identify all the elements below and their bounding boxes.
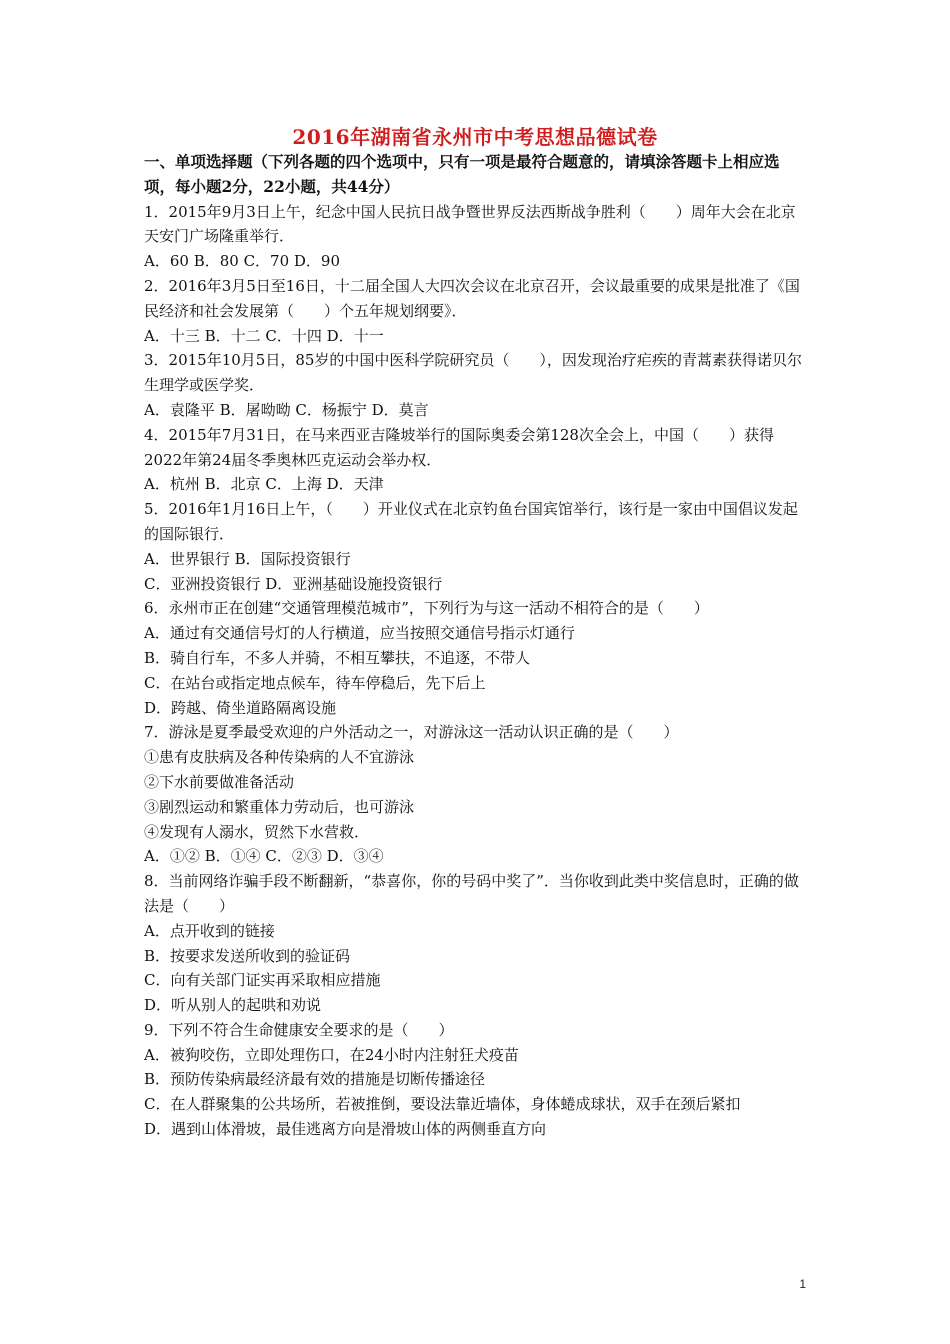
question-7 — [144, 720, 810, 869]
question-option: C．在站台或指定地点候车，待车停稳后，先下后上 — [144, 673, 486, 692]
section-header: 一、单项选择题（下列各题的四个选项中，只有一项是最符合题意的，请填涂答题卡上相应选项，每小题2分，22小题，共44分） — [144, 152, 780, 196]
question-option: B．预防传染病最经济最有效的措施是切断传播途径 — [144, 1070, 486, 1089]
question-option: A．通过有交通信号灯的人行横道，应当按照交通信号指示灯通行 — [144, 624, 575, 643]
question-6 — [144, 596, 810, 720]
question-stem: 9．下列不符合生命健康安全要求的是（ ） — [144, 1020, 454, 1039]
question-9 — [144, 1018, 810, 1142]
question-option: D．听从别人的起哄和劝说 — [144, 996, 322, 1015]
question-options: A．60 B．80 C．70 D．90 — [144, 252, 341, 271]
question-option: B．按要求发送所收到的验证码 — [144, 946, 351, 965]
question-stem: 8．当前网络诈骗手段不断翻新，“恭喜你，你的号码中奖了”．当你收到此类中奖信息时，正确的做法是（ ） — [144, 872, 799, 915]
question-stem: 1．2015年9月3日上午，纪念中国人民抗日战争暨世界反法西斯战争胜利（ ）周年大会在北京天安门广场隆重举行． — [144, 202, 796, 246]
question-option: A．点开收到的链接 — [144, 921, 275, 940]
page-number: 1 — [799, 1277, 806, 1291]
question-option: D．跨越、倚坐道路隔离设施 — [144, 698, 337, 717]
question-options: A．十三 B．十二 C．十四 D．十一 — [144, 326, 384, 345]
question-options: A．袁隆平 B．屠呦呦 C．杨振宁 D．莫言 — [144, 400, 429, 419]
question-statement: ①患有皮肤病及各种传染病的人不宜游泳 — [144, 748, 415, 767]
question-4 — [144, 423, 810, 497]
question-stem: 6．永州市正在创建“交通管理模范城市”，下列行为与这一活动不相符合的是（ ） — [144, 599, 709, 618]
question-option: B．骑自行车，不多人并骑，不相互攀扶，不追逐，不带人 — [144, 648, 531, 667]
question-2 — [144, 274, 810, 348]
question-option: A．世界银行 B．国际投资银行 — [144, 549, 351, 568]
question-option: C．亚洲投资银行 D．亚洲基础设施投资银行 — [144, 574, 443, 593]
question-5 — [144, 497, 810, 596]
question-3 — [144, 348, 810, 422]
question-options: A．杭州 B．北京 C．上海 D．天津 — [144, 475, 384, 494]
question-stem: 4．2015年7月31日，在马来西亚吉隆坡举行的国际奥委会第128次全会上，中国（ ）获得2022年第24届冬季奥林匹克运动会举办权． — [144, 425, 774, 469]
question-stem: 7．游泳是夏季最受欢迎的户外活动之一，对游泳这一活动认识正确的是（ ） — [144, 723, 679, 742]
question-option: A．被狗咬伤，立即处理伤口，在24小时内注射狂犬疫苗 — [144, 1045, 519, 1064]
question-option: C．在人群聚集的公共场所，若被推倒，要设法靠近墙体，身体蜷成球状，双手在颈后紧扣 — [144, 1095, 741, 1114]
question-statement: ②下水前要做准备活动 — [144, 772, 295, 791]
document-body — [144, 150, 810, 1142]
question-statement: ④发现有人溺水，贸然下水营救． — [144, 822, 370, 841]
question-8 — [144, 869, 810, 1018]
question-stem: 5．2016年1月16日上午，（ ）开业仪式在北京钓鱼台国宾馆举行，该行是一家由中国倡议发起的国际银行． — [144, 500, 798, 543]
question-options: A．①② B．①④ C．②③ D．③④ — [144, 847, 384, 866]
question-option: D．遇到山体滑坡，最佳逃离方向是滑坡山体的两侧垂直方向 — [144, 1120, 547, 1139]
question-statement: ③剧烈运动和繁重体力劳动后，也可游泳 — [144, 797, 415, 816]
question-option: C．向有关部门证实再采取相应措施 — [144, 971, 381, 990]
page-title: 2016年湖南省永州市中考思想品德试卷 — [292, 125, 658, 149]
question-stem: 3．2015年10月5日，85岁的中国中医科学院研究员（ ），因发现治疗疟疾的青蒿素获得诺贝尔生理学或医学奖． — [144, 351, 802, 395]
question-stem: 2．2016年3月5日至16日，十二届全国人大四次会议在北京召开，会议最重要的成果是批准了《国民经济和社会发展第（ ）个五年规划纲要》． — [144, 276, 800, 320]
question-1 — [144, 200, 810, 274]
